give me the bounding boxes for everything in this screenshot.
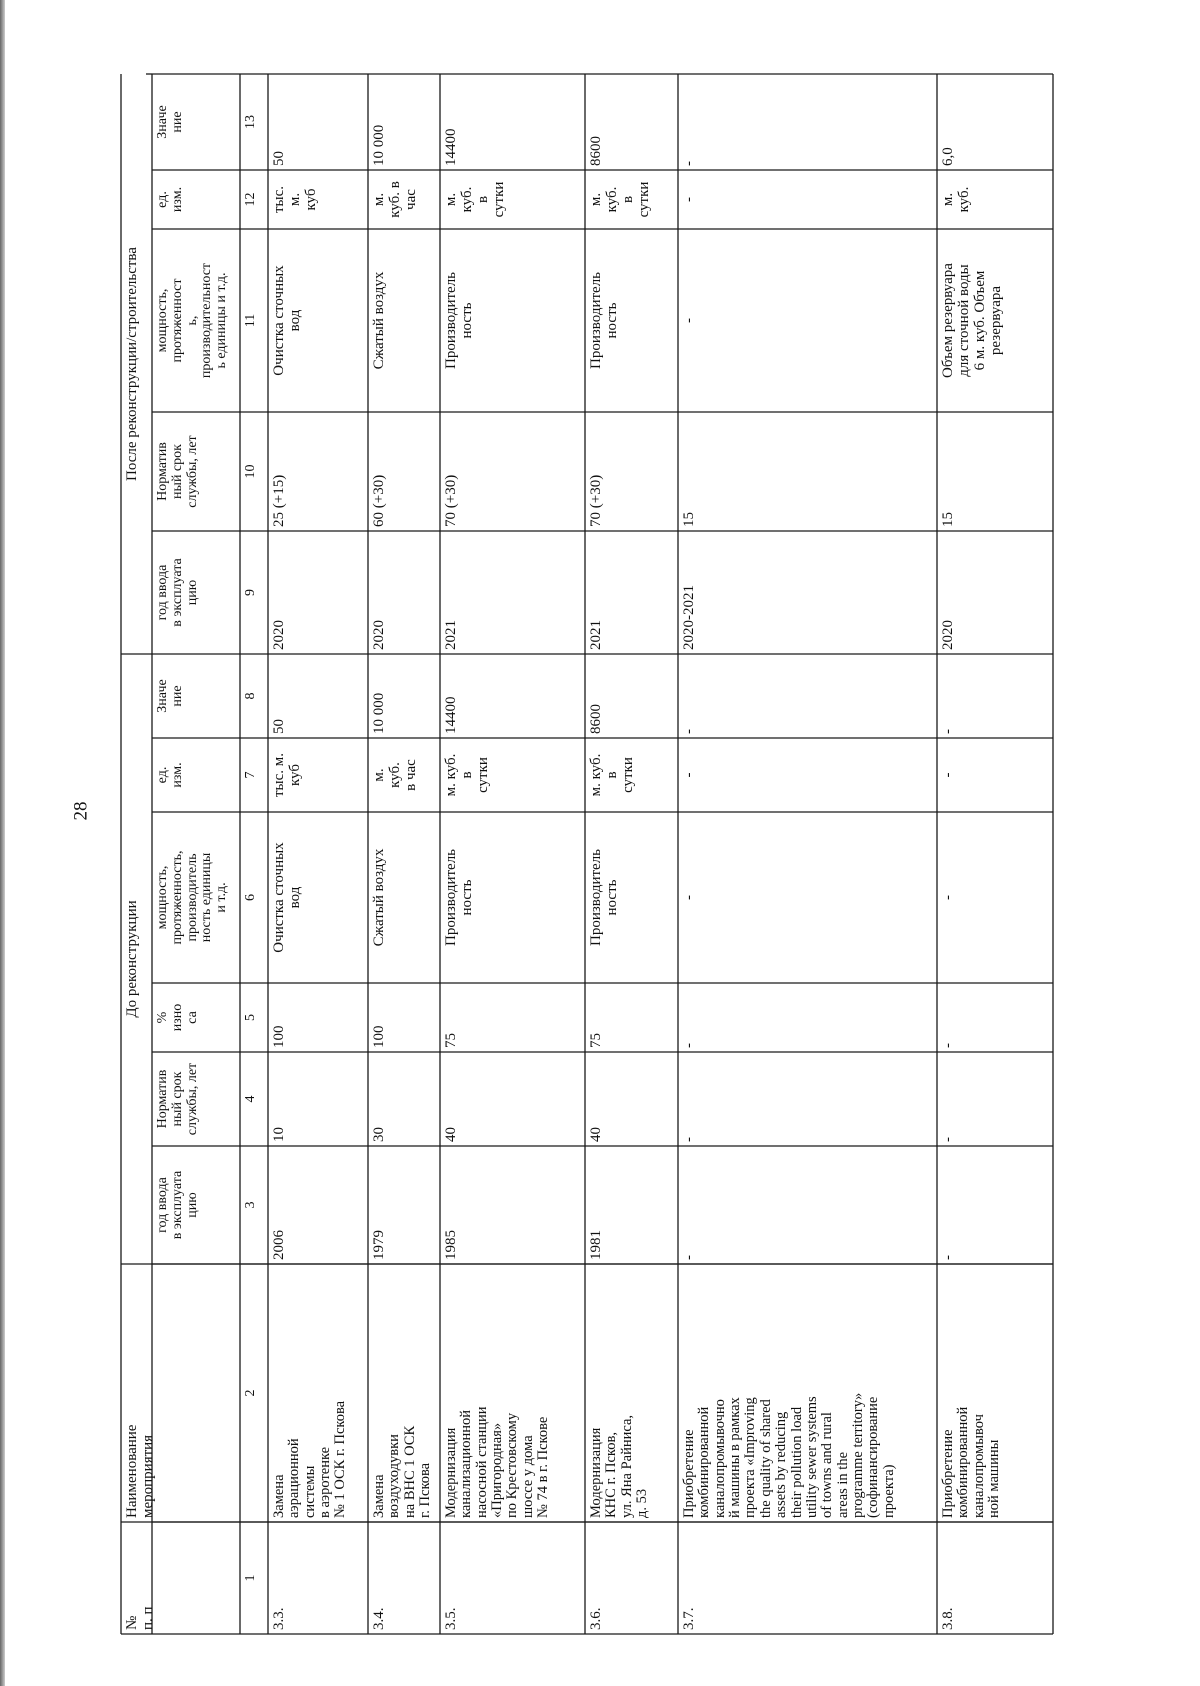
row-3-3-cell-unit-before-text: тыс. м. куб — [271, 752, 303, 798]
row-3-5-cell-life-before — [440, 1052, 585, 1146]
column-number-13-text: 13 — [243, 115, 258, 129]
row-3-5-cell-life-before-text: 40 — [443, 1127, 459, 1142]
row-3-3-cell-value-before — [268, 654, 368, 738]
row-3-5-cell-capacity-after-text: Производитель ность — [443, 271, 475, 370]
row-3-3-cell-value-after — [268, 74, 368, 170]
row-3-4-cell-wear — [368, 983, 440, 1052]
row-3-4-cell-capacity-after — [368, 229, 440, 412]
row-3-5-cell-year-before — [440, 1146, 585, 1264]
row-3-7-cell-capacity-before-text: - — [681, 895, 697, 900]
row-3-7-cell-capacity-before — [678, 812, 937, 983]
row-3-5-cell-year-after — [440, 531, 585, 654]
row-3-8-cell-capacity-before — [937, 812, 1053, 983]
row-3-5-cell-unit-after-text: м. куб. в сутки — [443, 181, 507, 218]
row-3-4-cell-num-text: 3.4. — [371, 1607, 387, 1630]
row-3-6-cell-life-after-text: 70 (+30) — [588, 474, 604, 527]
column-number-9-text: 9 — [243, 589, 258, 596]
column-number-3-text: 3 — [243, 1201, 258, 1209]
header-num-text: № п. п — [124, 1606, 156, 1630]
row-3-7-cell-year-after-text: 2020-2021 — [681, 585, 697, 650]
row-3-4-cell-year-after-text: 2020 — [371, 620, 387, 650]
header-before-group — [121, 654, 152, 1264]
row-3-6-cell-life-before-text: 40 — [588, 1127, 604, 1142]
row-3-5-cell-year-before-text: 1985 — [443, 1230, 459, 1260]
row-3-5-cell-year-after-text: 2021 — [443, 620, 459, 650]
row-3-6-cell-year-before — [585, 1146, 678, 1264]
row-3-5-cell-value-before — [440, 654, 585, 738]
header-unit-before — [152, 738, 240, 812]
row-3-4-cell-capacity-after-text: Сжатый воздух — [371, 271, 387, 370]
row-3-8-cell-life-after-text: 15 — [940, 512, 956, 527]
row-3-7-cell-value-before-text: - — [681, 729, 697, 734]
row-3-8-cell-year-before — [937, 1146, 1053, 1264]
header-before-group-text: До реконструкции — [124, 900, 140, 1018]
row-3-6-cell-year-after — [585, 531, 678, 654]
row-3-5-cell-value-before-text: 14400 — [443, 696, 459, 734]
column-number-7-text: 7 — [243, 771, 258, 779]
row-3-5-cell-num-text: 3.5. — [443, 1607, 459, 1630]
row-3-6-cell-value-before — [585, 654, 678, 738]
row-3-3-cell-life-after — [268, 412, 368, 531]
row-3-8-cell-unit-before-text: - — [940, 772, 956, 778]
row-3-8-cell-value-after — [937, 74, 1053, 170]
row-3-4-cell-unit-before — [368, 738, 440, 812]
row-3-7-cell-life-after — [678, 412, 937, 531]
row-3-8-cell-capacity-before-text: - — [940, 895, 956, 900]
row-3-3-cell-num-text: 3.3. — [271, 1607, 287, 1630]
row-3-8-cell-year-after-text: 2020 — [940, 620, 956, 650]
row-3-8-cell-unit-after-text: м. куб. — [940, 186, 972, 213]
row-3-5-cell-num — [440, 1522, 585, 1634]
row-3-5-cell-unit-before — [440, 738, 585, 812]
row-3-6-cell-value-before-text: 8600 — [588, 704, 604, 734]
header-value-after-text: Значе ние — [155, 105, 185, 139]
row-3-7-cell-value-before — [678, 654, 937, 738]
row-3-5-cell-value-after-text: 14400 — [443, 128, 459, 166]
row-3-6-cell-unit-before-text: м. куб. в сутки — [588, 753, 636, 797]
row-3-4-cell-unit-after-text: м. куб. в час — [371, 181, 419, 218]
row-3-3-cell-year-before — [268, 1146, 368, 1264]
header-year-after — [152, 531, 240, 654]
header-wear-text: % изно са — [155, 1003, 200, 1032]
row-3-3-cell-year-before-text: 2006 — [271, 1230, 287, 1260]
header-life-after — [152, 412, 240, 531]
header-unit-after-text: ед. изм. — [155, 186, 185, 213]
row-3-8-cell-capacity-after — [937, 229, 1053, 412]
row-3-8-cell-name — [937, 1264, 1053, 1522]
row-3-4-cell-value-before-text: 10 000 — [371, 692, 387, 734]
row-3-6-cell-unit-before — [585, 738, 678, 812]
row-3-8-cell-unit-after — [937, 170, 1053, 229]
header-year-after-text: год ввода в эксплуата цию — [155, 558, 200, 627]
row-3-8-cell-name-text: Приобретение комбинированной каналопромывоч ной машины — [940, 1406, 1003, 1518]
column-number-11 — [240, 229, 268, 412]
row-3-5-cell-value-after — [440, 74, 585, 170]
row-3-4-cell-value-after — [368, 74, 440, 170]
row-3-7-cell-value-after-text: - — [681, 161, 697, 166]
row-3-6-cell-capacity-before — [585, 812, 678, 983]
row-3-4-cell-life-after-text: 60 (+30) — [371, 474, 387, 527]
column-number-2-text: 2 — [243, 1389, 258, 1397]
row-3-6-cell-num — [585, 1522, 678, 1634]
column-number-12 — [240, 170, 268, 229]
row-3-7-cell-year-before — [678, 1146, 937, 1264]
row-3-3-cell-value-before-text: 50 — [271, 719, 287, 734]
row-3-3-cell-wear — [268, 983, 368, 1052]
row-3-7-cell-life-before — [678, 1052, 937, 1146]
row-3-4-cell-year-before-text: 1979 — [371, 1230, 387, 1260]
column-number-7 — [240, 738, 268, 812]
column-number-10-text: 10 — [243, 464, 258, 479]
row-3-7-cell-unit-after — [678, 170, 937, 229]
column-number-2 — [240, 1264, 268, 1522]
row-3-4-cell-capacity-before — [368, 812, 440, 983]
header-value-before-text: Значе ние — [155, 679, 185, 713]
row-3-4-cell-life-before — [368, 1052, 440, 1146]
row-3-7-cell-unit-after-text: - — [681, 197, 697, 202]
row-3-6-cell-year-after-text: 2021 — [588, 620, 604, 650]
row-3-5-cell-life-after — [440, 412, 585, 531]
row-3-3-cell-capacity-before — [268, 812, 368, 983]
row-3-4-cell-value-before — [368, 654, 440, 738]
row-3-4-cell-life-after — [368, 412, 440, 531]
row-3-6-cell-capacity-after — [585, 229, 678, 412]
row-3-3-cell-name-text: Замена аэрационной системы в аэротенке № 1 ОСК г. Пскова — [271, 1400, 349, 1518]
column-number-8 — [240, 654, 268, 738]
row-3-3-cell-wear-text: 100 — [271, 1025, 287, 1048]
row-3-3-cell-capacity-before-text: Очистка сточных вод — [271, 842, 303, 953]
row-3-7-cell-num-text: 3.7. — [681, 1607, 697, 1630]
row-3-6-cell-name-text: Модернизация КНС г. Псков, ул. Яна Райниса, д. 53 — [588, 1414, 651, 1518]
row-3-5-cell-capacity-before — [440, 812, 585, 983]
row-3-3-cell-unit-before — [268, 738, 368, 812]
header-capacity-before-text: мощность, протяженность, производитель ность единицы и т.д. — [155, 850, 230, 945]
row-3-7-cell-year-before-text: - — [681, 1255, 697, 1260]
row-3-5-cell-unit-after — [440, 170, 585, 229]
row-3-7-cell-unit-before — [678, 738, 937, 812]
row-3-5-cell-capacity-after — [440, 229, 585, 412]
row-3-3-cell-capacity-after-text: Очистка сточных вод — [271, 265, 303, 376]
row-3-8-cell-life-before — [937, 1052, 1053, 1146]
row-3-7-cell-year-after — [678, 531, 937, 654]
row-3-4-cell-capacity-before-text: Сжатый воздух — [371, 848, 387, 947]
header-after-group — [121, 74, 152, 654]
row-3-7-cell-name — [678, 1264, 937, 1522]
row-3-5-cell-name-text: Модернизация канализационной насосной станции «Пригородная» по Крестовскому шоссе у дома № 74 в г. Пскове — [443, 1406, 552, 1518]
column-number-1 — [240, 1522, 268, 1634]
header-capacity-before — [152, 812, 240, 983]
row-3-8-cell-num-text: 3.8. — [940, 1607, 956, 1630]
row-3-8-cell-year-after — [937, 531, 1053, 654]
row-3-5-cell-name — [440, 1264, 585, 1522]
row-3-4-cell-year-before — [368, 1146, 440, 1264]
header-life-after-text: Норматив ный срок службы, лет — [155, 435, 200, 508]
header-value-after — [152, 74, 240, 170]
row-3-4-cell-num — [368, 1522, 440, 1634]
row-3-8-cell-wear-text: - — [940, 1043, 956, 1048]
header-unit-before-text: ед. изм. — [155, 762, 185, 788]
header-life-before — [152, 1052, 240, 1146]
row-3-6-cell-wear-text: 75 — [588, 1033, 604, 1048]
row-3-8-cell-capacity-after-text: Объем резервуара для сточной воды 6 м. куб. Объем резервуара — [940, 263, 1004, 378]
row-3-6-cell-value-after-text: 8600 — [588, 136, 604, 166]
row-3-8-cell-wear — [937, 983, 1053, 1052]
row-3-5-cell-wear-text: 75 — [443, 1033, 459, 1048]
column-number-11-text: 11 — [243, 313, 258, 328]
column-number-3 — [240, 1146, 268, 1264]
header-year-before — [152, 1146, 240, 1264]
row-3-3-cell-value-after-text: 50 — [271, 151, 287, 166]
row-3-6-cell-year-before-text: 1981 — [588, 1230, 604, 1260]
header-unit-after — [152, 170, 240, 229]
row-3-3-cell-life-before-text: 10 — [271, 1127, 287, 1142]
column-number-6 — [240, 812, 268, 983]
row-3-8-cell-value-after-text: 6,0 — [940, 147, 956, 166]
row-3-3-cell-name — [268, 1264, 368, 1522]
row-3-6-cell-num-text: 3.6. — [588, 1607, 604, 1630]
column-number-10 — [240, 412, 268, 531]
row-3-8-cell-unit-before — [937, 738, 1053, 812]
row-3-3-cell-unit-after — [268, 170, 368, 229]
row-3-6-cell-capacity-before-text: Производитель ность — [588, 848, 620, 947]
row-3-7-cell-wear — [678, 983, 937, 1052]
row-3-6-cell-name — [585, 1264, 678, 1522]
row-3-6-cell-life-after — [585, 412, 678, 531]
header-life-before-text: Норматив ный срок службы, лет — [155, 1062, 200, 1136]
row-3-7-cell-unit-before-text: - — [681, 772, 697, 778]
row-3-4-cell-unit-after — [368, 170, 440, 229]
row-3-7-cell-capacity-after-text: - — [681, 318, 697, 323]
column-number-12-text: 12 — [243, 192, 258, 207]
row-3-4-cell-value-after-text: 10 000 — [371, 124, 387, 166]
row-3-8-cell-life-before-text: - — [940, 1137, 956, 1142]
row-3-7-cell-wear-text: - — [681, 1043, 697, 1048]
row-3-5-cell-capacity-before-text: Производитель ность — [443, 848, 475, 947]
page-number: 28 — [70, 801, 92, 821]
column-number-9 — [240, 531, 268, 654]
row-3-3-cell-num — [268, 1522, 368, 1634]
row-3-4-cell-year-after — [368, 531, 440, 654]
row-3-3-cell-year-after — [268, 531, 368, 654]
header-year-before-text: год ввода в эксплуата цию — [155, 1170, 200, 1240]
row-3-6-cell-capacity-after-text: Производитель ность — [588, 271, 620, 370]
header-name-text: Наименование мероприятия — [124, 1424, 156, 1518]
row-3-4-cell-name — [368, 1264, 440, 1522]
column-number-6-text: 6 — [243, 894, 258, 901]
row-3-6-cell-wear — [585, 983, 678, 1052]
row-3-8-cell-num — [937, 1522, 1053, 1634]
row-3-7-cell-life-before-text: - — [681, 1137, 697, 1142]
row-3-5-cell-wear — [440, 983, 585, 1052]
row-3-3-cell-year-after-text: 2020 — [271, 620, 287, 650]
row-3-3-cell-life-before — [268, 1052, 368, 1146]
row-3-7-cell-num — [678, 1522, 937, 1634]
row-3-5-cell-unit-before-text: м. куб. в сутки — [443, 753, 491, 797]
column-number-8-text: 8 — [243, 692, 258, 700]
column-number-4-text: 4 — [243, 1095, 258, 1103]
row-3-6-cell-value-after — [585, 74, 678, 170]
row-3-8-cell-value-before — [937, 654, 1053, 738]
row-3-6-cell-unit-after-text: м. куб. в сутки — [588, 181, 652, 218]
row-3-8-cell-life-after — [937, 412, 1053, 531]
header-capacity-after-text: мощность, протяженност ь, производительност ь единицы и т.д. — [155, 262, 230, 379]
row-3-4-cell-wear-text: 100 — [371, 1025, 387, 1048]
row-3-8-cell-value-before-text: - — [940, 729, 956, 734]
header-name — [121, 1264, 156, 1522]
row-3-7-cell-value-after — [678, 74, 937, 170]
column-number-5-text: 5 — [243, 1014, 258, 1021]
row-3-8-cell-year-before-text: - — [940, 1255, 956, 1260]
row-3-7-cell-capacity-after — [678, 229, 937, 412]
row-3-6-cell-unit-after — [585, 170, 678, 229]
column-number-4 — [240, 1052, 268, 1146]
row-3-3-cell-life-after-text: 25 (+15) — [271, 474, 287, 527]
row-3-4-cell-unit-before-text: м. куб. в час — [371, 759, 419, 791]
column-number-13 — [240, 74, 268, 170]
header-wear — [152, 983, 240, 1052]
header-value-before — [152, 654, 240, 738]
row-3-4-cell-life-before-text: 30 — [371, 1127, 387, 1142]
row-3-4-cell-name-text: Замена воздуходувки на ВНС 1 ОСК г. Пскова — [371, 1425, 434, 1518]
column-number-1-text: 1 — [243, 1574, 258, 1582]
header-after-group-text: После реконструкции/строительства — [124, 247, 140, 481]
row-3-6-cell-life-before — [585, 1052, 678, 1146]
row-3-3-cell-unit-after-text: тыс. м. куб — [271, 185, 319, 214]
row-3-5-cell-life-after-text: 70 (+30) — [443, 474, 459, 527]
row-3-7-cell-life-after-text: 15 — [681, 512, 697, 527]
header-capacity-after — [152, 229, 240, 412]
row-3-3-cell-capacity-after — [268, 229, 368, 412]
column-number-5 — [240, 983, 268, 1052]
header-num — [121, 1522, 156, 1634]
row-3-7-cell-name-text: Приобретение комбинированной каналопромывочно й машины в рамках проекта «Improving the quality of shared assets by reducing their pollution load utility sewer systems of towns and rural areas in the programme territory» (софинансирование проекта) — [681, 1392, 897, 1518]
